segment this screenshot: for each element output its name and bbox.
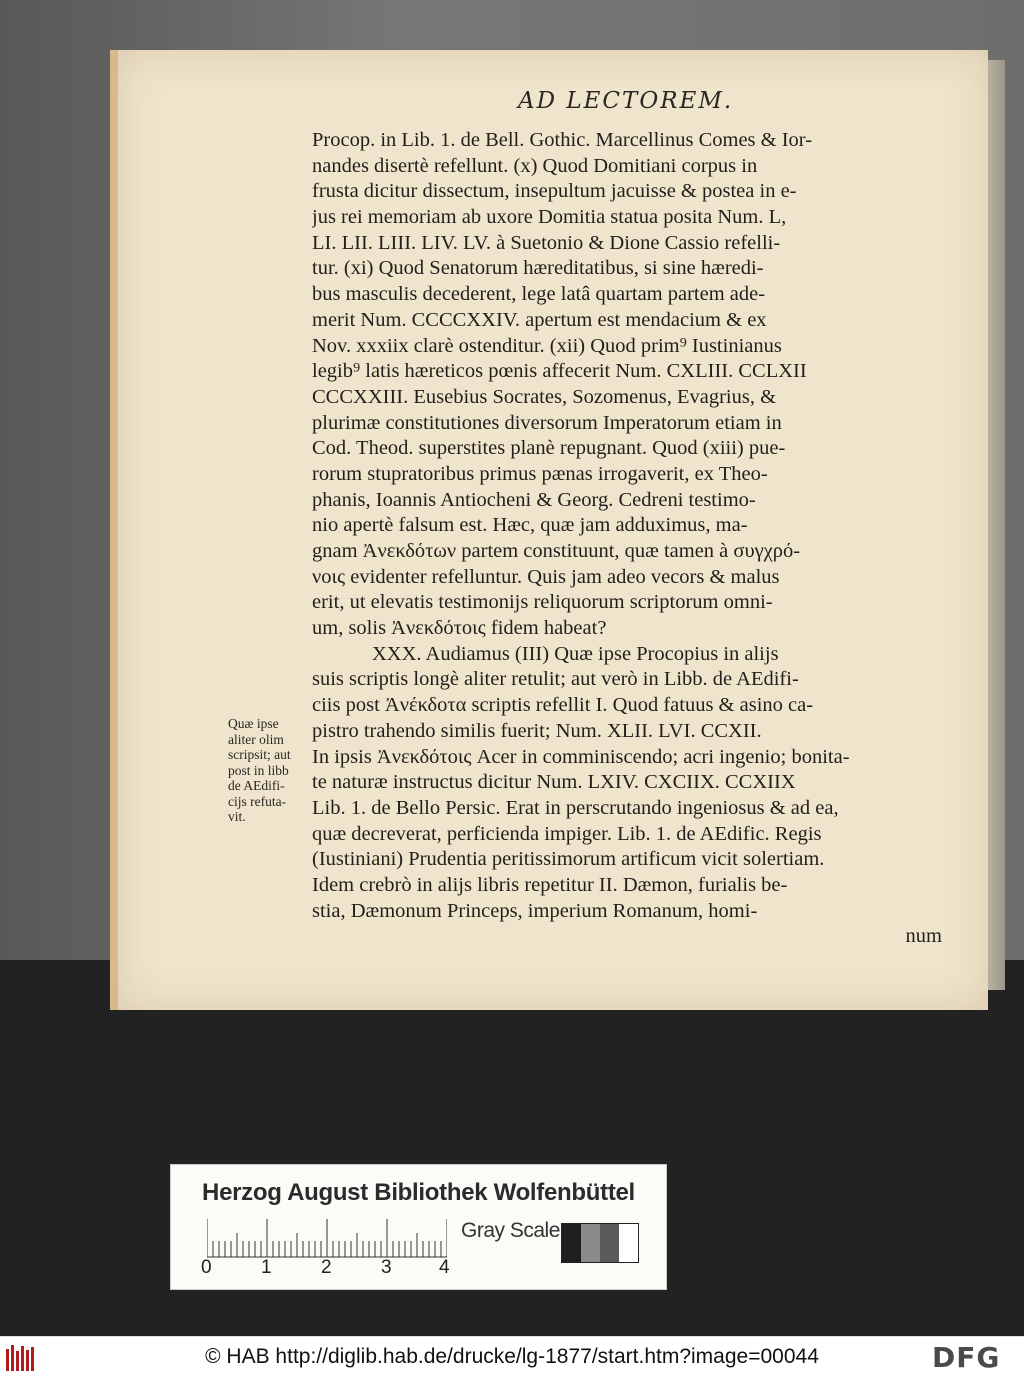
text-line: gnam Ἀνεκδότων partem constituunt, quæ tamen à συγχρό- (312, 540, 801, 562)
text-line: ciis post Ἀνέκδοτα scriptis refellit I. Quod fatuus & asino ca- (312, 694, 814, 717)
marginal-note-line: vit. (228, 809, 246, 824)
text-line: phanis, Ioannis Antiocheni & Georg. Cedreni testimo- (312, 488, 756, 511)
ruler-number: 3 (381, 1257, 392, 1278)
ruler-scale (207, 1219, 447, 1259)
text-line: (Iustiniani) Prudentia peritissimorum artificum vicit solertiam. (312, 848, 825, 871)
marginal-note-line: de AEdifi- (228, 778, 285, 793)
catchword: num (905, 925, 942, 948)
text-line: CCCXXIII. Eusebius Socrates, Sozomenus, Evagrius, & (312, 385, 777, 408)
copyright-url[interactable]: © HAB http://diglib.hab.de/drucke/lg-1877/start.htm?image=00044 (205, 1345, 819, 1368)
text-line: plurimæ constitutiones diversorum Imperatorum etiam in (312, 411, 782, 434)
gray-swatch (600, 1224, 619, 1262)
text-line: um, solis Ἀνεκδότοις fidem habeat? (312, 617, 607, 640)
grayscale-swatch (561, 1223, 639, 1263)
gray-swatch (562, 1224, 581, 1262)
text-line: Cod. Theod. superstites planè repugnant. Quod (xiii) pue- (312, 437, 786, 460)
text-line: bus masculis decederent, lege latâ quartam partem ade- (312, 283, 766, 306)
text-line: erit, ut elevatis testimonijs reliquorum scriptorum omni- (312, 591, 773, 614)
text-line: jus rei memoriam ab uxore Domitia statua posita Num. L, (312, 206, 787, 229)
text-line: nandes disertè refellunt. (x) Quod Domitiani corpus in (312, 154, 758, 177)
text-line: nio apertè falsum est. Hæc, quæ jam adduximus, ma- (312, 514, 748, 537)
gray-swatch (619, 1224, 638, 1262)
library-label (170, 1164, 667, 1290)
text-line: pistro trahendo similis fuerit; Num. XLII. LVI. CCXII. (312, 719, 762, 742)
text-line: Lib. 1. de Bello Persic. Erat in perscrutando ingeniosus & ad ea, (312, 796, 839, 819)
text-line: tur. (xi) Quod Senatorum hæreditatibus, si sine hæredi- (312, 257, 764, 280)
text-line: In ipsis Ἀνεκδότοις Acer in comminiscendo; acri ingenio; bonita- (312, 745, 850, 768)
text-line: Idem crebrò in alijs libris repetitur II. Dæmon, furialis be- (312, 873, 788, 896)
footer-bar (0, 1336, 1024, 1378)
text-line: Nov. xxxiix clarè ostenditur. (xii) Quod prim⁹ Iustinianus (312, 334, 782, 357)
ruler-number: 0 (201, 1257, 212, 1278)
ruler-number: 4 (439, 1257, 450, 1278)
running-head: AD LECTOREM. (518, 88, 734, 114)
text-line: suis scriptis longè aliter retulit; aut verò in Libb. de AEdifi- (312, 668, 799, 691)
marginal-note-line: cijs refuta- (228, 793, 287, 809)
text-line: νοις evidenter refelluntur. Quis jam adeo vecors & malus (312, 565, 780, 588)
marginal-note (228, 716, 320, 825)
text-line: quæ decreverat, perficienda impiger. Lib. 1. de AEdific. Regis (312, 822, 822, 845)
text-line: stia, Dæmonum Princeps, imperium Romanum, homi- (312, 899, 758, 922)
text-line: merit Num. CCCCXXIV. apertum est mendacium & ex (312, 308, 767, 331)
gray-swatch (581, 1224, 600, 1262)
section-heading-line: XXX. Audiamus (III) Quæ ipse Procopius in alijs (372, 642, 779, 665)
library-name: Herzog August Bibliothek Wolfenbüttel (202, 1179, 635, 1206)
ruler-number: 2 (321, 1257, 332, 1278)
text-line: te naturæ instructus dicitur Num. LXIV. CXCIIX. CCXIIX (312, 771, 796, 794)
marginal-note-line: scripsit; aut (228, 747, 291, 762)
text-line: Procop. in Lib. 1. de Bell. Gothic. Marcellinus Comes & Ior- (312, 129, 813, 151)
text-line: legib⁹ latis hæreticos pœnis affecerit Num. CXLIII. CCLXII (312, 360, 807, 383)
text-line: frusta dicitur dissectum, insepultum jacuisse & postea in e- (312, 180, 797, 203)
text-line: LI. LII. LIII. LIV. LV. à Suetonio & Dione Cassio refelli- (312, 231, 781, 254)
marginal-note-line: aliter olim (228, 731, 284, 747)
text-line: rorum stupratoribus primus pænas irrogaverit, ex Theo- (312, 462, 768, 485)
body-text (312, 128, 952, 950)
ruler-number: 1 (261, 1257, 272, 1278)
ruler-numbers (201, 1257, 461, 1283)
dfg-logo: DFG (932, 1341, 1001, 1374)
marginal-note-line: Quæ ipse (228, 716, 279, 731)
marginal-note-line: post in libb (228, 762, 289, 778)
grayscale-label: Gray Scale (461, 1219, 560, 1242)
